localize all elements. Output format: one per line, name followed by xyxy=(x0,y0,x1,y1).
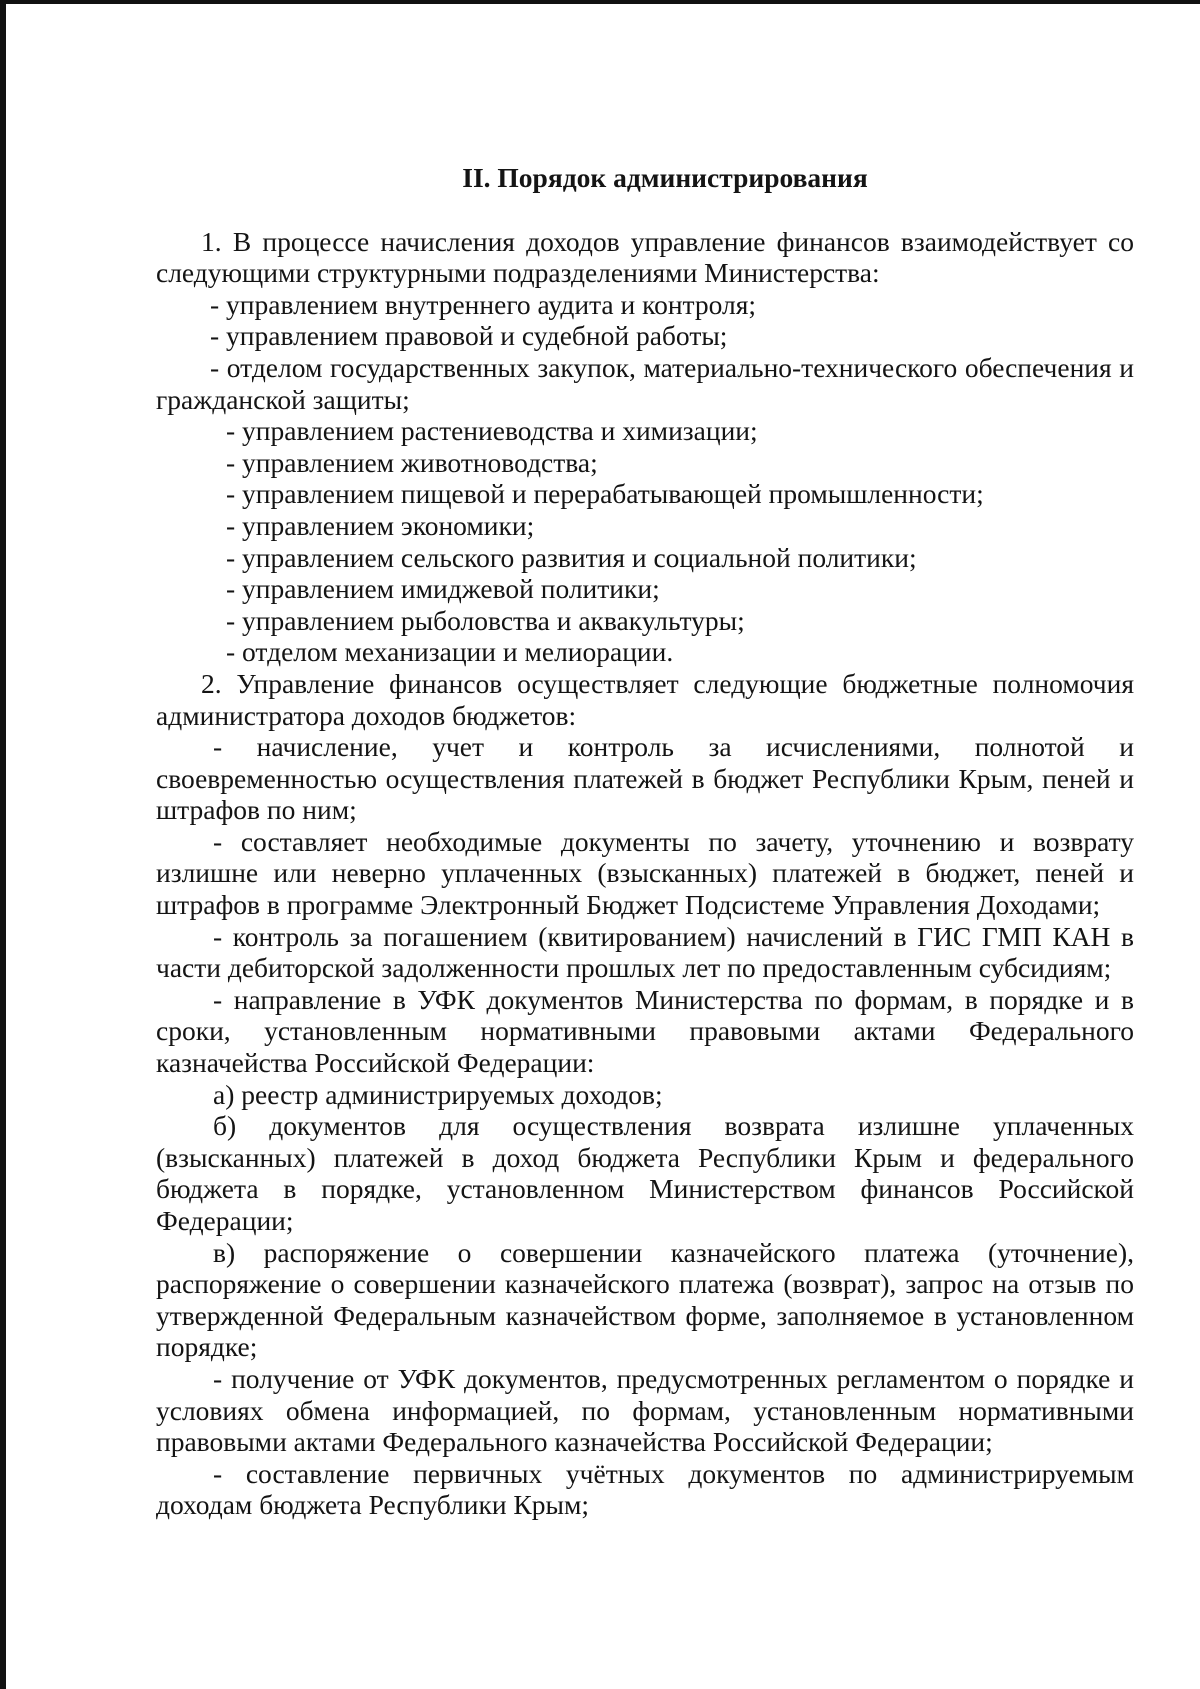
paragraph-1: 1. В процессе начисления доходов управление финансов взаимодействует со следующими структурными подразделениями Министерства: xyxy=(156,225,1134,289)
section-heading: II. Порядок администрирования xyxy=(462,162,868,193)
list-item: - получение от УФК документов, предусмотренных регламентом о порядке и условиях обмена информацией, по формам, установленным нормативными правовыми актами Федерального казначейства Российской Федерации; xyxy=(156,1362,1134,1458)
list-item: - управлением сельского развития и социальной политики; xyxy=(226,541,917,573)
list-item: - управлением имиджевой политики; xyxy=(226,573,660,605)
list-item: - отделом механизации и мелиорации. xyxy=(226,636,674,668)
list-item: - управлением пищевой и перерабатывающей промышленности; xyxy=(226,478,984,510)
paragraph-2: 2. Управление финансов осуществляет следующие бюджетные полномочия администратора доходов бюджетов: xyxy=(156,667,1134,731)
list-item: - направление в УФК документов Министерства по формам, в порядке и в сроки, установленным нормативными правовыми актами Федерального казначейства Российской Федерации: xyxy=(156,983,1134,1079)
sub-item-b: б) документов для осуществления возврата излишне уплаченных (взысканных) платежей в доход бюджета Республики Крым и федерального бюджета в порядке, установленном Министерством финансов Российской Федерации; xyxy=(156,1110,1134,1236)
list-item: - управлением животноводства; xyxy=(226,446,598,478)
sub-item-v: в) распоряжение о совершении казначейского платежа (уточнение), распоряжение о совершении казначейского платежа (возврат), запрос на отзыв по утвержденной Федеральным казначейством форме, заполняемое в установленном порядке; xyxy=(156,1236,1134,1363)
sub-item-a: а) реестр администрируемых доходов; xyxy=(213,1078,663,1110)
list-item: - управлением рыболовства и аквакультуры; xyxy=(226,604,745,636)
list-item: - управлением растениеводства и химизации; xyxy=(226,415,758,447)
list-item: - начисление, учет и контроль за исчислениями, полнотой и своевременностью осуществления платежей в бюджет Республики Крым, пеней и штрафов по ним; xyxy=(156,731,1134,826)
list-item: - составляет необходимые документы по зачету, уточнению и возврату излишне или неверно уплаченных (взысканных) платежей в бюджет, пеней и штрафов в программе Электронный Бюджет Подсистеме Управления Доходами; xyxy=(156,825,1134,921)
document-body xyxy=(156,162,1134,1521)
list-item: - управлением экономики; xyxy=(226,509,535,541)
list-item: - управлением правовой и судебной работы; xyxy=(210,320,728,352)
list-item: - контроль за погашением (квитированием) начислений в ГИС ГМП КАН в части дебиторской задолженности прошлых лет по предоставленным субсидиям; xyxy=(156,920,1134,984)
list-item: - управлением внутреннего аудита и контроля; xyxy=(210,288,757,320)
list-item: - отделом государственных закупок, материально-технического обеспечения и гражданской защиты; xyxy=(156,351,1134,415)
list-item: - составление первичных учётных документов по администрируемым доходам бюджета Республики Крым; xyxy=(156,1457,1134,1521)
